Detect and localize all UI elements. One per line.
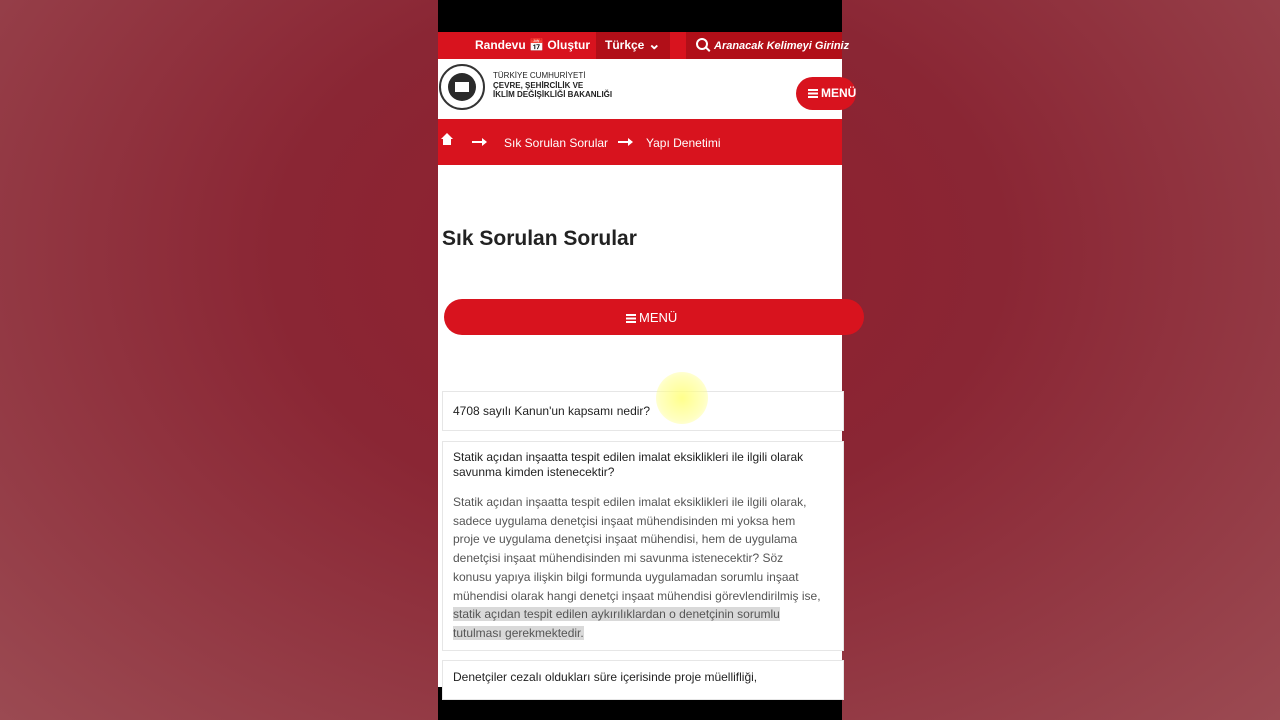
hamburger-icon [626,314,636,323]
hamburger-icon [808,89,818,98]
breadcrumb [438,119,842,165]
home-icon[interactable] [442,138,452,147]
faq-answer-text: Statik açıdan inşaatta tespit edilen imalat eksiklikleri ile ilgili olarak, sadece uygulama denetçisi inşaat mühendisinden mi yoksa hem proje ve uygulama denetçisi inşaat mühendisi, hem de uygulama denetçisi inşaat mühendisinden mi savunma istenecektir? Söz konusu yapıya ilişkin bilgi formunda uygulamadan sorumlu inşaat mühendisi olarak hangi denetçi inşaat mühendisi görevlendirilmiş ise, [453,495,821,603]
faq-item[interactable] [442,660,844,700]
language-label: Türkçe [605,38,645,52]
faq-item[interactable] [442,391,844,431]
language-select[interactable] [596,32,670,59]
faq-item-expanded[interactable] [442,441,844,651]
search-input[interactable] [686,32,850,59]
faq-answer [453,493,825,643]
ministry-line-1: TÜRKİYE CUMHURİYETİ [493,71,586,80]
browser-viewport [438,32,857,687]
ministry-logo[interactable] [439,64,485,110]
ministry-name[interactable] [493,71,612,100]
ministry-line-3: İKLİM DEĞİŞİKLİĞİ BAKANLIĞI [493,90,613,99]
faq-question: Statik açıdan inşaatta tespit edilen imalat eksiklikleri ile ilgili olarak savunma kimden istenecektir? [453,450,804,479]
breadcrumb-item-building-inspection[interactable]: Yapı Denetimi [646,136,721,150]
section-menu-button[interactable] [444,299,864,335]
header-menu-label: MENÜ [821,86,857,100]
touch-cursor-indicator [656,372,708,424]
faq-question: 4708 sayılı Kanun'un kapsamı nedir? [453,404,651,418]
chevron-down-icon: ⌄ [648,36,661,53]
search-icon [696,38,708,50]
ministry-line-2: ÇEVRE, ŞEHİRCİLİK VE [493,80,584,90]
appointment-link[interactable] [475,38,590,52]
arrow-right-icon [618,141,631,143]
search-placeholder: Aranacak Kelimeyi Giriniz [714,40,850,52]
faq-question: Denetçiler cezalı oldukları süre içerisinde proje müellifliği, [453,670,758,684]
highlighted-text: statik açıdan tespit edilen aykırılıklardan o denetçinin sorumlu tutulması gerekmektedir. [453,607,780,640]
section-menu-label: MENÜ [639,310,678,325]
appointment-action: Oluştur [547,38,590,52]
site-header [438,59,857,119]
calendar-icon: 📅 [529,38,544,52]
header-menu-button[interactable] [796,77,856,110]
arrow-right-icon [472,141,485,143]
top-bar [438,32,850,59]
appointment-label: Randevu [475,38,526,52]
page-title: Sık Sorulan Sorular [442,227,637,250]
breadcrumb-item-faq[interactable]: Sık Sorulan Sorular [504,136,609,150]
phone-frame [438,0,857,720]
